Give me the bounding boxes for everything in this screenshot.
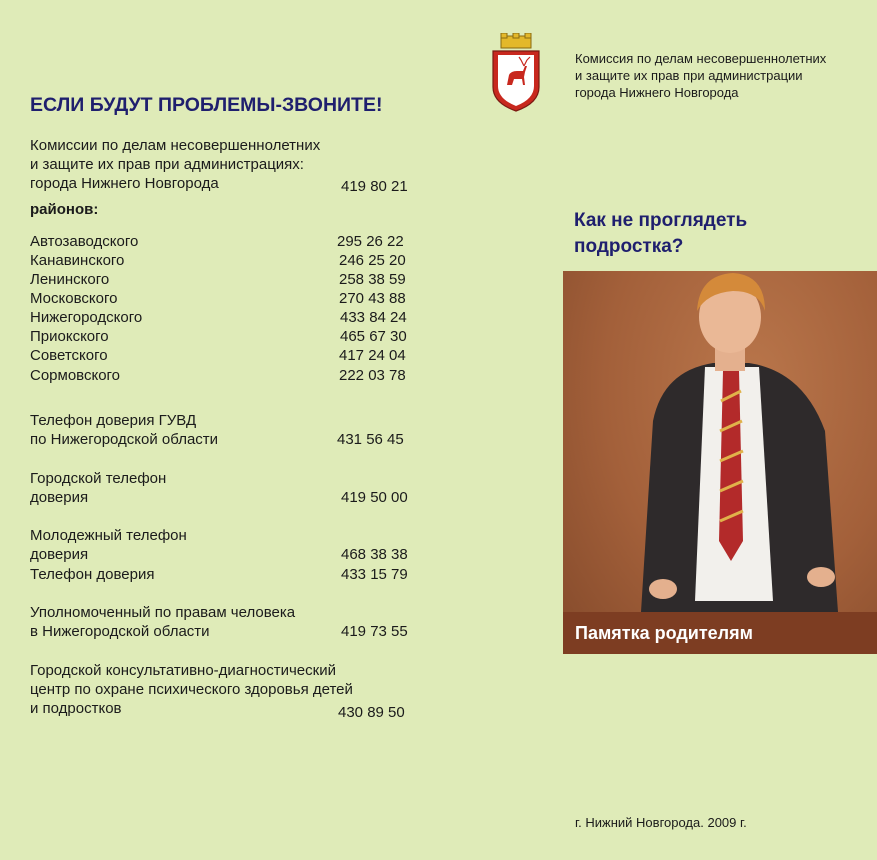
- commission-line: города Нижнего Новгорода: [575, 85, 739, 100]
- subtitle-line: Как не проглядеть: [574, 210, 748, 231]
- district-name: Московского: [30, 290, 118, 307]
- center-line-3: и подростков: [30, 700, 122, 717]
- youth-line-1: Молодежный телефон: [30, 527, 187, 544]
- district-name: Автозаводского: [30, 233, 139, 250]
- youth-line-2: доверия: [30, 546, 89, 563]
- brochure-subtitle: [574, 208, 747, 260]
- guvd-phone: 431 56 45: [337, 431, 404, 448]
- commission-line-1: Комиссии по делам несовершеннолетних: [30, 137, 321, 154]
- trust-phone: 433 15 79: [341, 566, 408, 583]
- city-coat-of-arms-icon: [487, 33, 545, 113]
- ombudsman-phone: 419 73 55: [341, 623, 408, 640]
- city-trust-line-2: доверия: [30, 489, 89, 506]
- district-phone: 433 84 24: [340, 309, 407, 326]
- page-heading: ЕСЛИ БУДУТ ПРОБЛЕМЫ-ЗВОНИТЕ!: [30, 94, 383, 116]
- district-phone: 258 38 59: [339, 271, 406, 288]
- subtitle-line: подростка?: [574, 236, 684, 257]
- center-line-1: Городской консультативно-диагностический: [30, 662, 336, 679]
- district-phone: 417 24 04: [339, 347, 406, 364]
- guvd-line-2: по Нижегородской области: [30, 431, 219, 448]
- district-name: Ленинского: [30, 271, 110, 288]
- ombudsman-line-2: в Нижегородской области: [30, 623, 210, 640]
- crown-icon: [501, 33, 531, 48]
- commission-line: и защите их прав при администрации: [575, 68, 803, 83]
- district-name: Нижегородского: [30, 309, 143, 326]
- district-name: Канавинского: [30, 252, 125, 269]
- footer-city-year: г. Нижний Новгорода. 2009 г.: [575, 815, 747, 830]
- commission-line-3: города Нижнего Новгорода: [30, 175, 219, 192]
- commission-line-2: и защите их прав при администрациях:: [30, 156, 304, 173]
- district-phone: 465 67 30: [340, 328, 407, 345]
- district-name: Советского: [30, 347, 108, 364]
- center-phone: 430 89 50: [338, 704, 405, 721]
- district-phone: 222 03 78: [339, 367, 406, 384]
- center-line-2: центр по охране психического здоровья детей: [30, 681, 353, 698]
- teen-photo: [563, 271, 877, 654]
- districts-label: районов:: [30, 201, 99, 218]
- city-trust-phone: 419 50 00: [341, 489, 408, 506]
- city-phone: 419 80 21: [341, 178, 408, 195]
- photo-caption: Памятка родителям: [563, 612, 877, 654]
- youth-phone: 468 38 38: [341, 546, 408, 563]
- teen-illustration: [563, 271, 877, 612]
- district-phone: 270 43 88: [339, 290, 406, 307]
- city-trust-line-1: Городской телефон: [30, 470, 167, 487]
- guvd-line-1: Телефон доверия ГУВД: [30, 412, 197, 429]
- district-name: Приокского: [30, 328, 109, 345]
- district-phone: 246 25 20: [339, 252, 406, 269]
- district-name: Сормовского: [30, 367, 121, 384]
- ombudsman-line-1: Уполномоченный по правам человека: [30, 604, 296, 621]
- trust-label: Телефон доверия: [30, 566, 155, 583]
- commission-line: Комиссия по делам несовершеннолетних: [575, 51, 827, 66]
- commission-block: [575, 50, 826, 101]
- district-phone: 295 26 22: [337, 233, 404, 250]
